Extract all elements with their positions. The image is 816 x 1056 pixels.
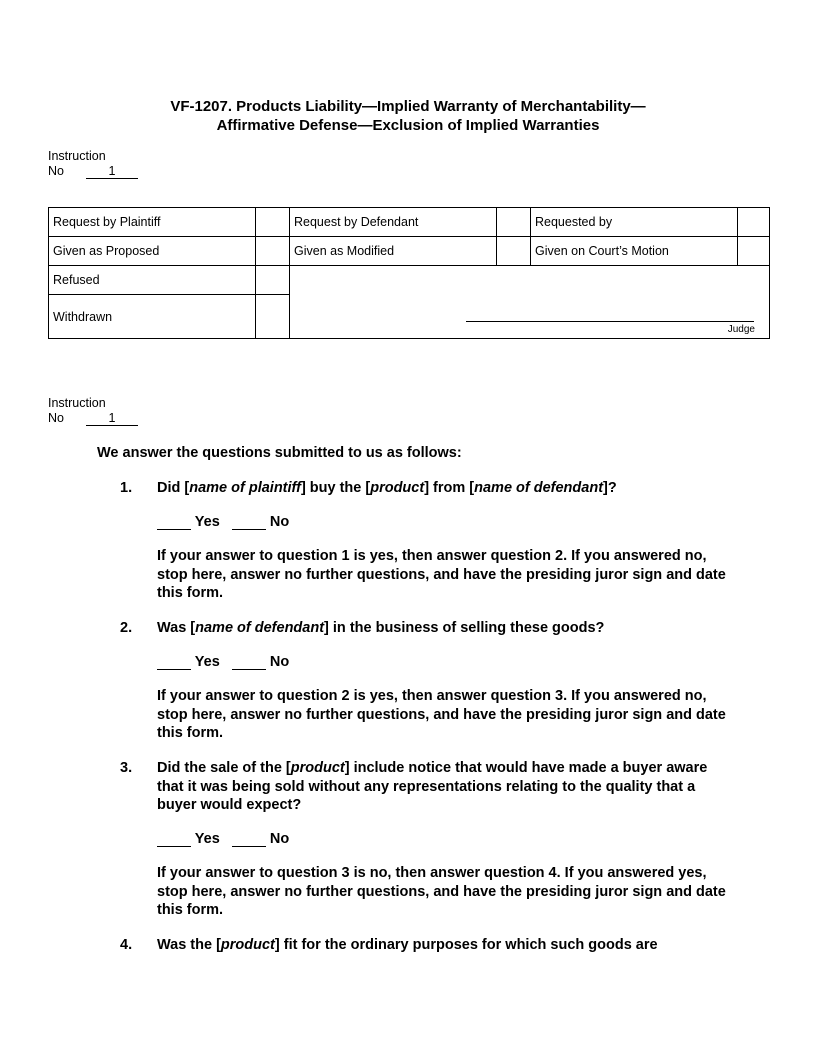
question-3 [120, 759, 720, 815]
question-3-number: 3. [120, 760, 133, 776]
instruction-number: 1 [86, 412, 138, 426]
instruction-number: 1 [86, 165, 138, 179]
question-2-text: Was [name of defendant] in the business of selling these goods? [157, 620, 605, 636]
question-2 [120, 619, 740, 638]
judge-signature-area [290, 266, 770, 339]
yes-label: Yes [194, 654, 220, 670]
given-on-courts-motion-checkbox[interactable] [738, 237, 770, 266]
question-1-instruction: If your answer to question 1 is yes, then answer question 2. If you answered no, stop here, answer no further questions, and have the presiding juror sign and date this form. [157, 548, 726, 601]
question-2-instruction: If your answer to question 2 is yes, then answer question 3. If you answered no, stop here, answer no further questions, and have the presiding juror sign and date this form. [157, 688, 726, 741]
withdrawn-checkbox[interactable] [256, 295, 290, 339]
refused-label: Refused [49, 266, 256, 295]
instruction-no-label: No [48, 164, 64, 178]
given-as-proposed-label: Given as Proposed [49, 237, 256, 266]
title-line-2: Affirmative Defense—Exclusion of Implied Warranties [216, 117, 600, 134]
question-4-text: Was the [product] fit for the ordinary purposes for which such goods are [157, 937, 658, 953]
question-3-answer [157, 830, 289, 849]
yes-blank[interactable] [157, 514, 191, 530]
question-3-instruction: If your answer to question 3 is no, then answer question 4. If you answered yes, stop here, answer no further questions, and have the presiding juror sign and date this form. [157, 865, 726, 918]
question-1-number: 1. [120, 480, 133, 496]
instruction-label: Instruction [48, 149, 106, 163]
document-title [0, 97, 816, 135]
given-on-courts-motion-label: Given on Court’s Motion [531, 237, 738, 266]
given-as-modified-label: Given as Modified [290, 237, 497, 266]
instruction-number-block-2 [48, 396, 138, 426]
requested-by-label: Requested by [531, 208, 738, 237]
question-1-text: Did [name of plaintiff] buy the [product] from [name of defendant]? [157, 480, 617, 496]
judge-label: Judge [727, 324, 755, 335]
title-line-1: VF-1207. Products Liability—Implied Warranty of Merchantability— [170, 98, 646, 115]
no-label: No [269, 654, 290, 670]
requested-by-checkbox[interactable] [738, 208, 770, 237]
no-blank[interactable] [232, 654, 266, 670]
no-label: No [269, 514, 290, 530]
question-2-answer [157, 653, 289, 672]
yes-blank[interactable] [157, 654, 191, 670]
given-as-proposed-checkbox[interactable] [256, 237, 290, 266]
question-3-text: Did the sale of the [product] include notice that would have made a buyer aware that it was being sold without any representations relating to the quality that a buyer would expect? [157, 760, 708, 813]
request-by-plaintiff-label: Request by Plaintiff [49, 208, 256, 237]
question-4-number: 4. [120, 937, 133, 953]
request-table [48, 207, 770, 339]
question-4 [120, 936, 740, 955]
yes-blank[interactable] [157, 831, 191, 847]
no-label: No [269, 831, 290, 847]
no-blank[interactable] [232, 831, 266, 847]
question-2-number: 2. [120, 620, 133, 636]
instruction-number-block [48, 149, 138, 179]
question-1 [120, 479, 740, 498]
form-intro: We answer the questions submitted to us as follows: [97, 445, 462, 461]
judge-signature-line[interactable] [466, 321, 754, 322]
no-blank[interactable] [232, 514, 266, 530]
refused-checkbox[interactable] [256, 266, 290, 295]
question-1-answer [157, 513, 289, 532]
instruction-no-label: No [48, 411, 64, 425]
given-as-modified-checkbox[interactable] [497, 237, 531, 266]
withdrawn-label: Withdrawn [49, 295, 256, 339]
request-by-defendant-checkbox[interactable] [497, 208, 531, 237]
request-by-plaintiff-checkbox[interactable] [256, 208, 290, 237]
yes-label: Yes [194, 831, 220, 847]
request-by-defendant-label: Request by Defendant [290, 208, 497, 237]
instruction-label: Instruction [48, 396, 106, 410]
yes-label: Yes [194, 514, 220, 530]
